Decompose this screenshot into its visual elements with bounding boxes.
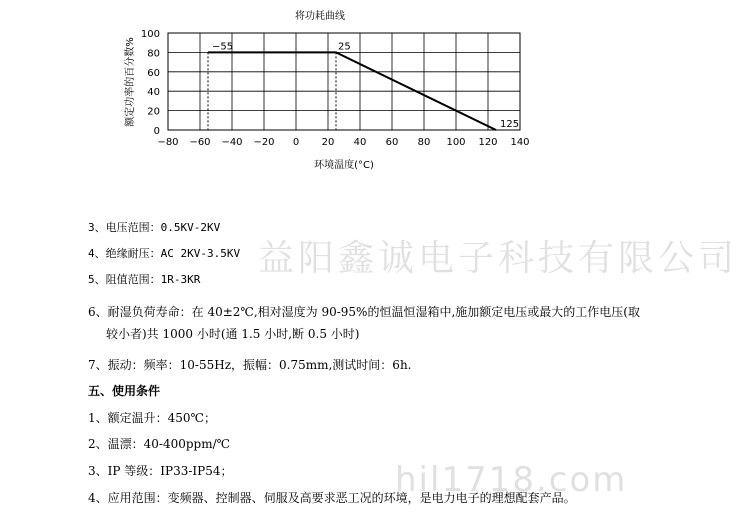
x-tick-label: −20 [253,137,275,148]
x-tick-label: 40 [353,137,367,148]
y-tick-label: 80 [147,48,160,60]
site-watermark: hil1718.com [395,460,628,500]
x-tick-label: −60 [189,137,211,148]
x-tick-label: 80 [417,137,431,148]
annotation-label: 25 [338,41,351,53]
x-tick-label: 140 [510,137,530,148]
y-tick-label: 100 [140,29,160,40]
annotation-label: 125 [500,119,520,130]
spec-vibration: 7、振动：频率：10-55Hz，振幅：0.75mm,测试时间：6h. [88,358,412,372]
derating-chart [0,0,656,190]
x-axis-label: 环境温度(°C) [314,160,374,171]
y-tick-label: 20 [147,106,160,118]
spec-resistance-range: 5、阻值范围：1R-3KR [88,273,201,286]
spec-voltage-range: 3、电压范围：0.5KV-2KV [88,221,221,234]
y-tick-label: 60 [147,67,160,79]
x-tick-label: −40 [221,137,243,148]
chart-annotations [212,41,519,130]
x-tick-label: 20 [321,137,335,148]
x-tick-label: 100 [446,137,466,148]
x-tick-label: −80 [157,137,179,148]
cond-temp-drift: 2、温漂：40-400ppm/℃ [88,437,231,451]
annotation-label: −55 [212,41,234,53]
x-tick-label: 60 [385,137,399,148]
company-watermark: 益阳鑫诚电子科技有限公司 [258,238,738,279]
spec-humidity-life-line2: 较小者)共 1000 小时(通 1.5 小时,断 0.5 小时) [106,327,360,341]
x-tick-label: 120 [478,137,498,148]
x-tick-label: 0 [292,137,300,148]
section-usage-conditions: 五、使用条件 [88,384,161,398]
y-tick-label: 0 [153,126,160,137]
cond-application-range: 4、应用范围：变频器、控制器、伺服及高要求恶工况的环境，是电力电子的理想配套产品。 [88,491,576,505]
chart-title: 将功耗曲线 [295,11,345,22]
y-axis-label: 额定功率的百分数% [125,37,136,127]
spec-humidity-life-line1: 6、耐湿负荷寿命：在 40±2℃,相对湿度为 90-95%的恒温恒湿箱中,施加额定电压或最大的工作电压(取 [88,305,640,319]
cond-ip-rating: 3、IP 等级：IP33-IP54； [88,464,233,478]
y-tick-label: 40 [147,87,160,99]
cond-rated-temp-rise: 1、额定温升：450℃； [88,411,216,425]
spec-insulation-voltage: 4、绝缘耐压：AC 2KV-3.5KV [88,247,241,260]
